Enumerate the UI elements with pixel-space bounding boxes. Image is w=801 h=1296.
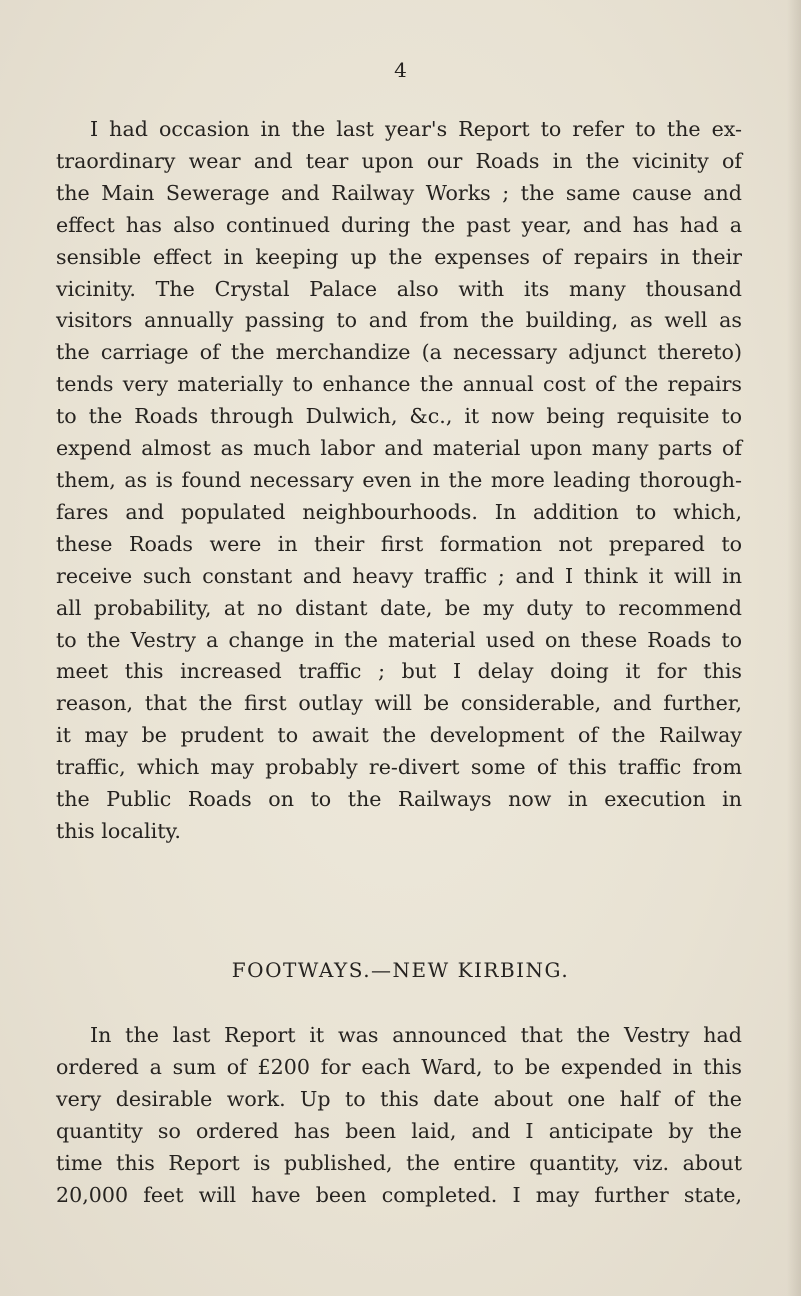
paragraph-roads bbox=[56, 114, 742, 848]
text-line: the Public Roads on to the Railways now in execution in bbox=[56, 787, 742, 812]
text-line: all probability, at no distant date, be my duty to recommend bbox=[56, 595, 742, 620]
text-line: I had occasion in the last year's Report to refer to the ex- bbox=[90, 117, 742, 141]
text-line: very desirable work. Up to this date about one half of the bbox=[56, 1086, 742, 1111]
text-line: to the Roads through Dulwich, &c., it now being requisite to bbox=[56, 404, 742, 429]
text-line: meet this increased traffic ; but I delay doing it for this bbox=[56, 659, 742, 684]
text-line: it may be prudent to await the development of the Railway bbox=[56, 723, 742, 748]
page-number: 4 bbox=[394, 58, 407, 82]
text-line: traordinary wear and tear upon our Roads in the vicinity of bbox=[56, 148, 742, 173]
text-line: vicinity. The Crystal Palace also with its many thousand bbox=[56, 276, 742, 301]
text-line: this locality. bbox=[56, 818, 181, 843]
text-line: tends very materially to enhance the annual cost of the repairs bbox=[56, 372, 742, 397]
text-line: the carriage of the merchandize (a necessary adjunct thereto) bbox=[56, 340, 742, 365]
text-line: traffic, which may probably re-divert some of this traffic from bbox=[56, 755, 742, 780]
section-heading: FOOTWAYS.—NEW KIRBING. bbox=[231, 958, 570, 982]
text-line: ordered a sum of £200 for each Ward, to be expended in this bbox=[56, 1054, 742, 1079]
text-line: time this Report is published, the entire quantity, viz. about bbox=[56, 1150, 742, 1175]
text-line: In the last Report it was announced that the Vestry had bbox=[90, 1023, 742, 1047]
text-line: receive such constant and heavy traffic ; and I think it will in bbox=[56, 563, 742, 588]
text-line: sensible effect in keeping up the expenses of repairs in their bbox=[56, 244, 742, 269]
text-line: the Main Sewerage and Railway Works ; the same cause and bbox=[56, 180, 742, 205]
text-line: visitors annually passing to and from the building, as well as bbox=[56, 308, 742, 333]
text-line: reason, that the first outlay will be considerable, and further, bbox=[56, 691, 742, 716]
text-line: to the Vestry a change in the material used on these Roads to bbox=[56, 627, 742, 652]
page-edge-shadow bbox=[787, 0, 801, 1296]
text-line: expend almost as much labor and material upon many parts of bbox=[56, 436, 742, 461]
text-line: these Roads were in their first formation not prepared to bbox=[56, 531, 742, 556]
text-line: effect has also continued during the past year, and has had a bbox=[56, 212, 742, 237]
text-line: 20,000 feet will have been completed. I may further state, bbox=[56, 1182, 742, 1207]
text-line: them, as is found necessary even in the more leading thorough- bbox=[56, 467, 742, 492]
text-line: fares and populated neighbourhoods. In addition to which, bbox=[56, 499, 742, 524]
text-line: quantity so ordered has been laid, and I anticipate by the bbox=[56, 1118, 742, 1143]
paragraph-footways bbox=[56, 1020, 742, 1211]
